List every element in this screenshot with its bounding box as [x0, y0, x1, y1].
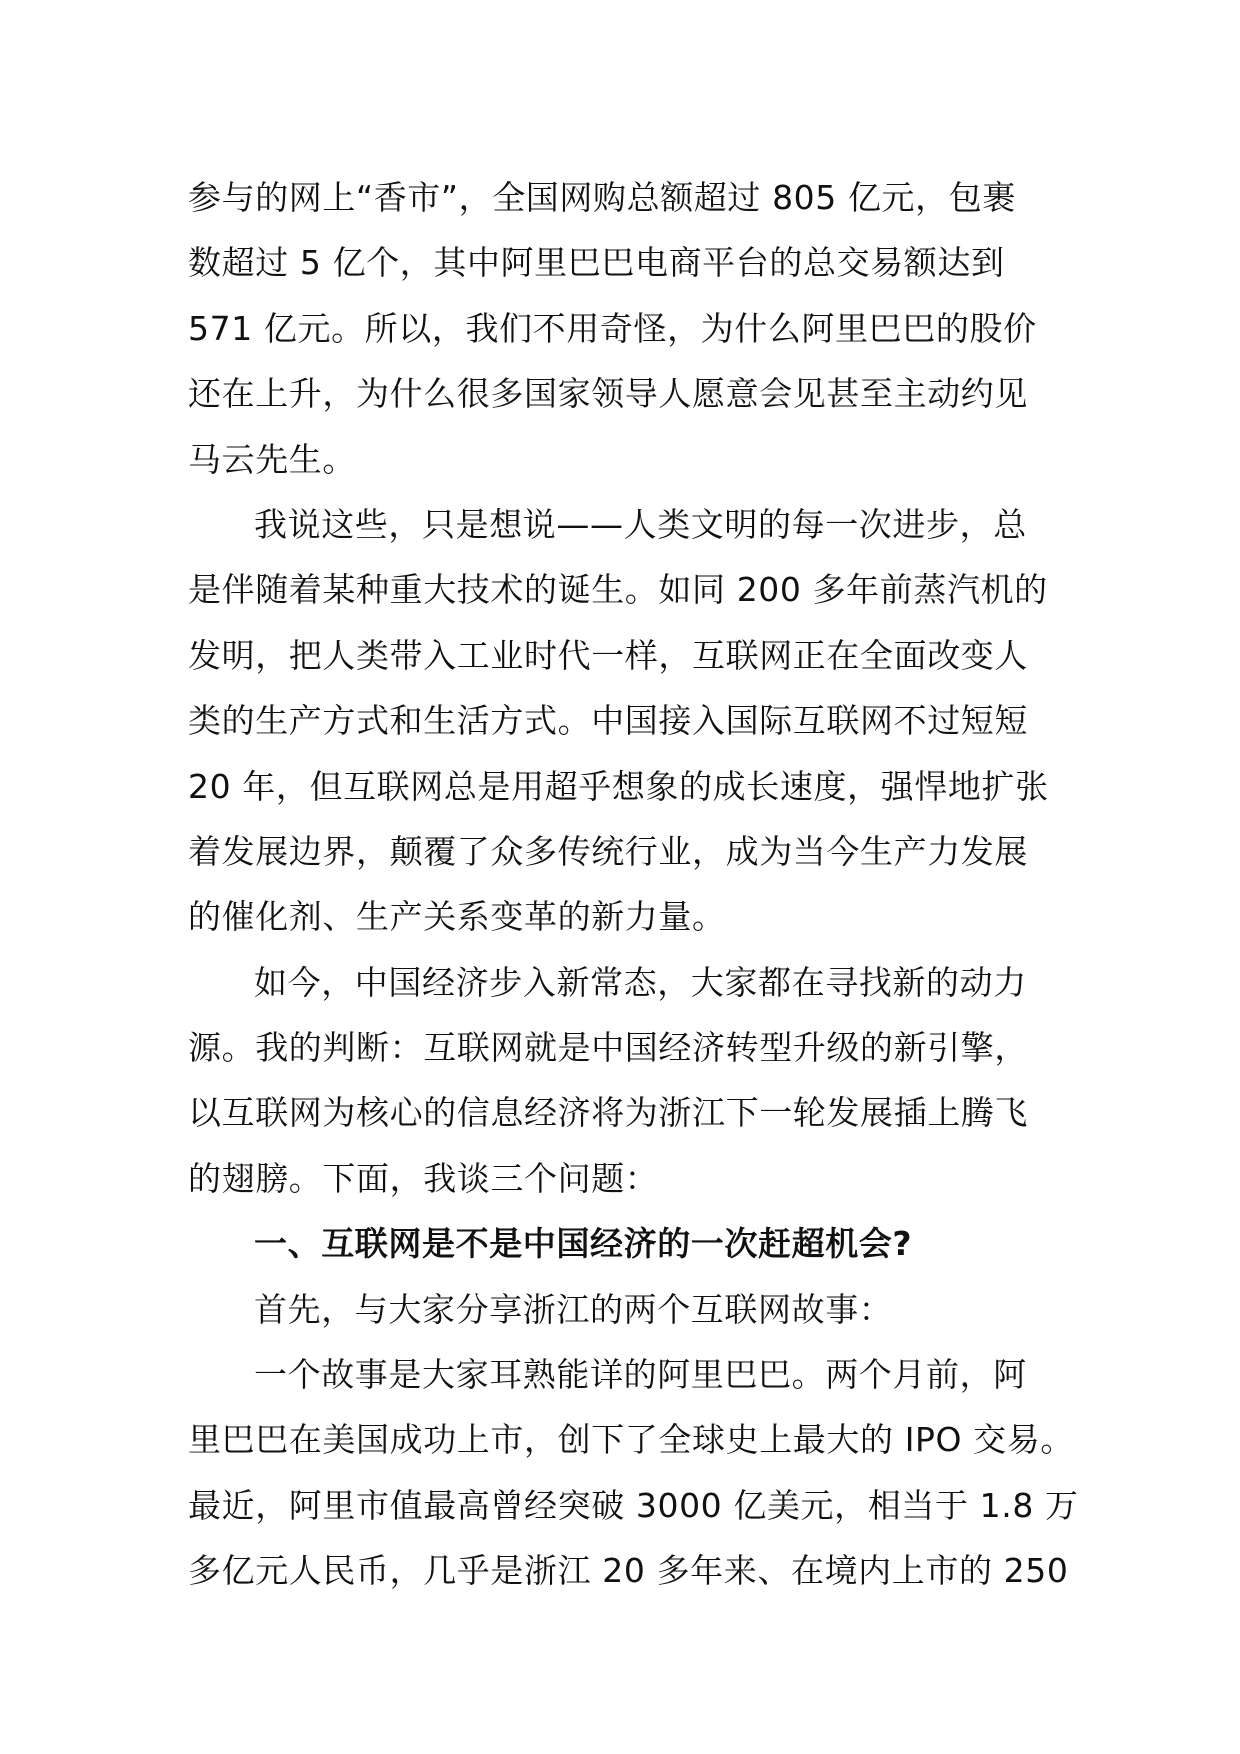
text-line: 着发展边界，颠覆了众多传统行业，成为当今生产力发展: [188, 831, 1028, 871]
text-line: 20 年，但互联网总是用超乎想象的成长速度，强悍地扩张: [188, 766, 1049, 806]
text-line: 多亿元人民币，几乎是浙江 20 多年来、在境内上市的 250: [188, 1551, 1069, 1591]
text-line: 里巴巴在美国成功上市，创下了全球史上最大的 IPO 交易。: [188, 1420, 1074, 1460]
paragraph-start-line: 首先，与大家分享浙江的两个互联网故事：: [254, 1289, 893, 1329]
text-line: 发明，把人类带入工业时代一样，互联网正在全面改变人: [188, 635, 1028, 675]
document-page: [188, 165, 1079, 1604]
text-line: 类的生产方式和生活方式。中国接入国际互联网不过短短: [188, 701, 1028, 741]
text-line: 源。我的判断：互联网就是中国经济转型升级的新引擎，: [188, 1028, 1028, 1068]
text-line: 571 亿元。所以，我们不用奇怪，为什么阿里巴巴的股价: [188, 308, 1037, 348]
text-line: 以互联网为核心的信息经济将为浙江下一轮发展插上腾飞: [188, 1093, 1028, 1133]
paragraph-start-line: 一个故事是大家耳熟能详的阿里巴巴。两个月前，阿: [254, 1355, 1027, 1395]
text-line: 的催化剂、生产关系变革的新力量。: [188, 897, 726, 937]
text-line: 参与的网上“香市”，全国网购总额超过 805 亿元，包裹: [188, 178, 1016, 217]
text-line: 还在上升，为什么很多国家领导人愿意会见甚至主动约见: [188, 374, 1028, 414]
section-heading: 一、互联网是不是中国经济的一次赶超机会?: [254, 1224, 913, 1264]
text-line: 数超过 5 亿个，其中阿里巴巴电商平台的总交易额达到: [188, 243, 1005, 283]
paragraph-start-line: 我说这些，只是想说——人类文明的每一次进步，总: [254, 504, 1027, 544]
text-line: 的翅膀。下面，我谈三个问题：: [188, 1158, 659, 1198]
paragraph-start-line: 如今，中国经济步入新常态，大家都在寻找新的动力: [254, 962, 1027, 1002]
text-line: 是伴随着某种重大技术的诞生。如同 200 多年前蒸汽机的: [188, 570, 1048, 610]
text-line: 马云先生。: [188, 439, 356, 479]
text-line: 最近，阿里市值最高曾经突破 3000 亿美元，相当于 1.8 万: [188, 1485, 1079, 1525]
